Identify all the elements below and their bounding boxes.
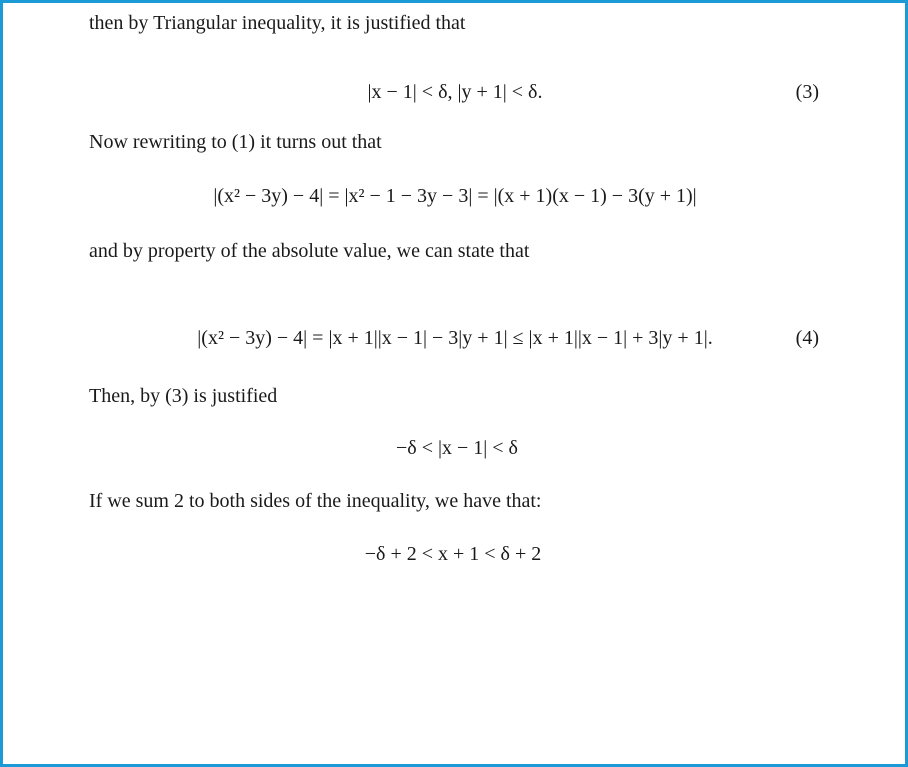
- paragraph-absolute-value: and by property of the absolute value, we can state that: [89, 240, 530, 262]
- paragraph-rewriting: Now rewriting to (1) it turns out that: [89, 131, 382, 153]
- equation-rewrite: |(x² − 3y) − 4| = |x² − 1 − 3y − 3| = |(x + 1)(x − 1) − 3(y + 1)|: [213, 185, 697, 207]
- paragraph-triangular: then by Triangular inequality, it is justified that: [89, 12, 466, 34]
- equation-4-number: (4): [795, 327, 819, 349]
- equation-delta-bound: −δ < |x − 1| < δ: [396, 437, 518, 459]
- equation-3-number: (3): [795, 81, 819, 103]
- equation-4: |(x² − 3y) − 4| = |x + 1||x − 1| − 3|y + 1| ≤ |x + 1||x − 1| + 3|y + 1|.: [197, 327, 713, 349]
- paragraph-sum: If we sum 2 to both sides of the inequality, we have that:: [89, 490, 542, 512]
- paragraph-then: Then, by (3) is justified: [89, 385, 278, 407]
- equation-sum: −δ + 2 < x + 1 < δ + 2: [364, 543, 542, 565]
- equation-3: |x − 1| < δ, |y + 1| < δ.: [367, 81, 543, 103]
